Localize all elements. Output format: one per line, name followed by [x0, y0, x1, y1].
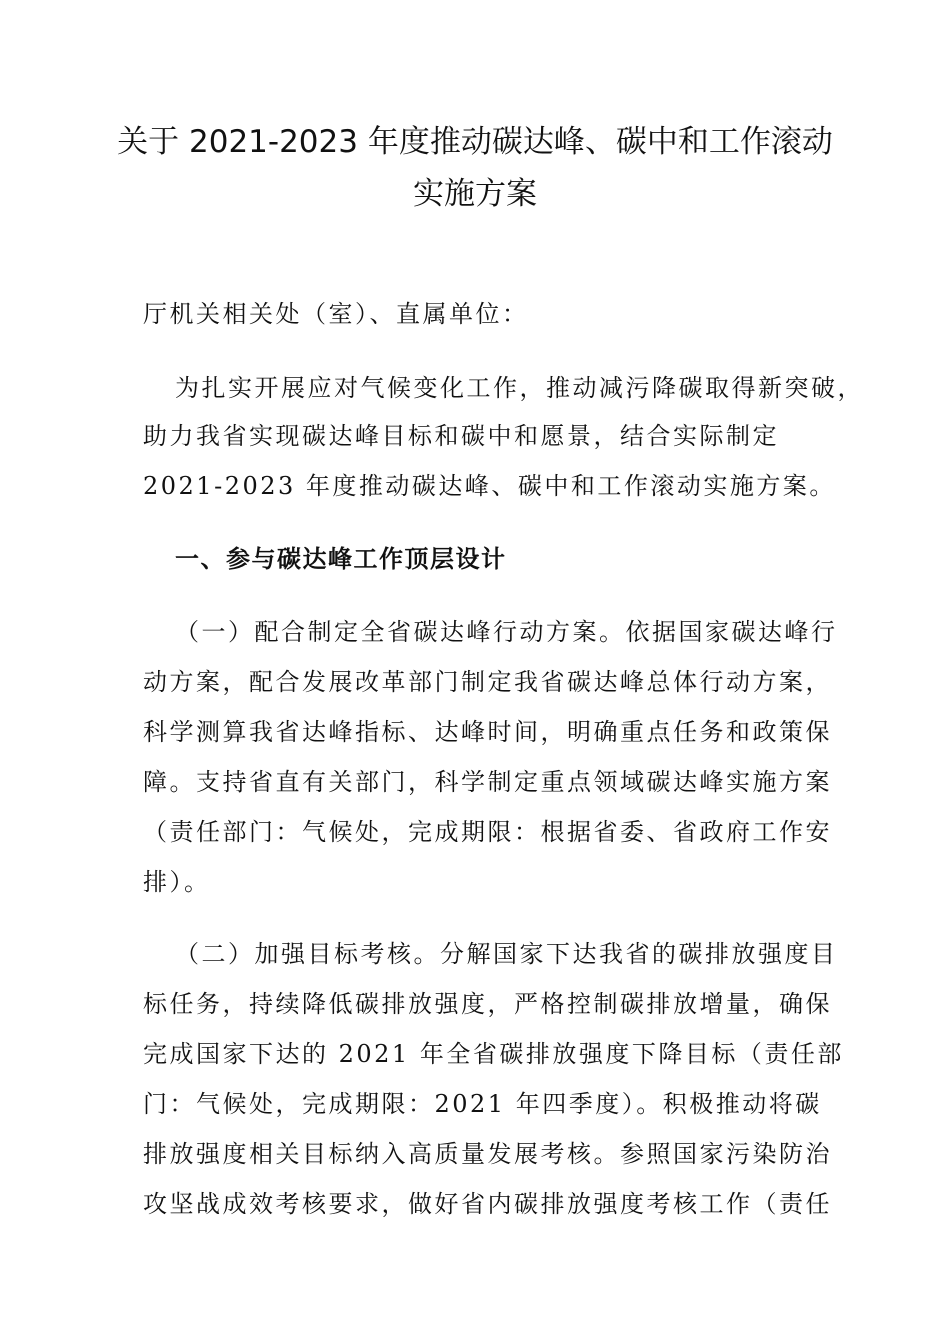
item-2-line-2: 标任务，持续降低碳排放强度，严格控制碳排放增量，确保 — [143, 990, 832, 1018]
item-2-line-6: 攻坚战成效考核要求，做好省内碳排放强度考核工作（责任 — [143, 1190, 832, 1218]
item-1-line-4: 障。支持省直有关部门，科学制定重点领域碳达峰实施方案 — [143, 768, 832, 796]
item-2-line-5: 排放强度相关目标纳入高质量发展考核。参照国家污染防治 — [143, 1140, 832, 1168]
intro-line-3: 2021-2023 年度推动碳达峰、碳中和工作滚动实施方案。 — [143, 472, 836, 500]
item-1-line-1: （一）配合制定全省碳达峰行动方案。依据国家碳达峰行 — [175, 618, 838, 646]
item-2-line-1: （二）加强目标考核。分解国家下达我省的碳排放强度目 — [175, 940, 838, 968]
item-1-line-3: 科学测算我省达峰指标、达峰时间，明确重点任务和政策保 — [143, 718, 832, 746]
section-1-heading: 一、参与碳达峰工作顶层设计 — [175, 545, 507, 573]
item-1-line-6: 排）。 — [143, 868, 211, 896]
item-1-line-5: （责任部门：气候处，完成期限：根据省委、省政府工作安 — [143, 818, 832, 846]
intro-line-2: 助力我省实现碳达峰目标和碳中和愿景，结合实际制定 — [143, 422, 779, 450]
addressee: 厅机关相关处（室）、直属单位： — [143, 300, 529, 328]
document-title-line-2: 实施方案 — [413, 176, 537, 212]
document-title-line-1: 关于 2021-2023 年度推动碳达峰、碳中和工作滚动 — [117, 124, 833, 160]
item-2-line-3: 完成国家下达的 2021 年全省碳排放强度下降目标（责任部 — [143, 1040, 844, 1068]
item-2-line-4: 门：气候处，完成期限：2021 年四季度）。积极推动将碳 — [143, 1090, 822, 1118]
item-1-line-2: 动方案，配合发展改革部门制定我省碳达峰总体行动方案， — [143, 668, 832, 696]
intro-line-1: 为扎实开展应对气候变化工作，推动减污降碳取得新突破， — [175, 374, 864, 402]
